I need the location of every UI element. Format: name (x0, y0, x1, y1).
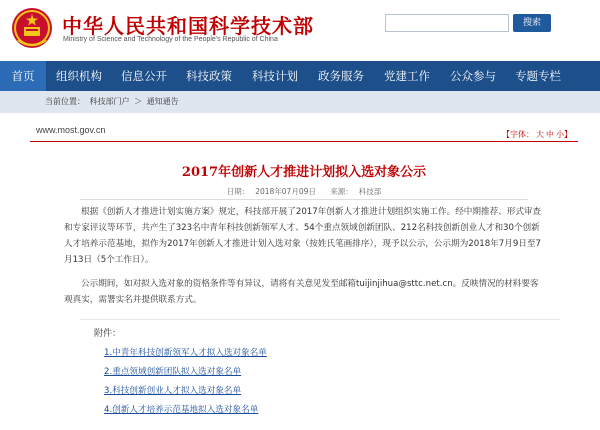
meta-divider (80, 199, 528, 200)
font-size-medium[interactable]: 中 (546, 130, 554, 139)
article-paragraph: 根据《创新人才推进计划实施方案》规定，科技部开展了2017年创新人才推进计划组织实施工作。经中期推荐、形式审查和专家评议等环节，共产生了323名中青年科技创新领军人才、54个重点领域创新团队、212名科技创新创业人才和30个创新人才培养示范基地，拟作为2017年创新人才推进计划入选对象（按姓氏笔画排序），现予以公示，公示期为2018年7月9日至7月13日（5个工作日）。 (64, 207, 542, 265)
site-header (0, 0, 600, 60)
font-size-label: 【字体： (502, 130, 534, 139)
nav-item-organization[interactable]: 组织机构 (56, 69, 102, 83)
site-title: 中华人民共和国科学技术部 (62, 14, 314, 38)
article-paragraph: 公示期间，如对拟入选对象的资格条件等有异议，请将有关意见发至邮箱tuijinjihua@sttc.net.cn。反映情况的材料要客观真实，需署实名并提供联系方式。 (64, 279, 539, 305)
font-size-small[interactable]: 小 (556, 130, 564, 139)
font-size-large[interactable]: 大 (536, 130, 544, 139)
nav-item-public-participation[interactable]: 公众参与 (450, 69, 496, 83)
attachments-label: 附件： (94, 329, 122, 339)
breadcrumb-bar (0, 91, 600, 113)
article-content (30, 113, 578, 430)
nav-item-home[interactable]: 首页 (0, 61, 46, 91)
search-input[interactable] (385, 14, 509, 32)
article-date: 2018年07月09日 (255, 187, 316, 196)
nav-item-party-building[interactable]: 党建工作 (384, 69, 430, 83)
breadcrumb-prefix: 当前位置： (45, 97, 85, 106)
date-label: 日期： (226, 187, 250, 196)
breadcrumb-link-notices[interactable]: 通知通告 (146, 97, 179, 106)
content-divider (30, 141, 578, 142)
attachments-section (80, 319, 560, 427)
nav-item-programs[interactable]: 科技计划 (252, 69, 298, 83)
attachment-link[interactable]: 3.科技创新创业人才拟入选对象名单 (104, 386, 242, 396)
article-source: 科技部 (358, 187, 382, 196)
nav-item-special-topics[interactable]: 专题专栏 (515, 69, 561, 83)
search-button[interactable]: 搜索 (513, 14, 551, 32)
source-label: 来源： (330, 187, 353, 196)
attachment-link[interactable]: 4.创新人才培养示范基地拟入选对象名单 (104, 405, 259, 415)
breadcrumb (45, 96, 181, 107)
nav-item-services[interactable]: 政务服务 (318, 69, 364, 83)
nav-item-info-disclosure[interactable]: 信息公开 (121, 69, 167, 83)
main-nav (0, 61, 600, 91)
national-emblem-icon[interactable] (10, 6, 54, 52)
site-url: www.most.gov.cn (36, 125, 106, 135)
site-subtitle: Ministry of Science and Technology of the People's Republic of China (63, 36, 278, 43)
nav-item-policy[interactable]: 科技政策 (186, 69, 232, 83)
article-title: 2017年创新人才推进计划拟入选对象公示 (181, 165, 427, 180)
article-meta (30, 186, 578, 197)
attachment-link[interactable]: 2.重点领域创新团队拟入选对象名单 (104, 367, 242, 377)
font-size-close: 】 (564, 130, 572, 139)
attachment-link[interactable]: 1.中青年科技创新领军人才拟入选对象名单 (104, 348, 267, 358)
breadcrumb-separator: ＞ (134, 97, 143, 106)
breadcrumb-link-portal[interactable]: 科技部门户 (89, 97, 130, 106)
font-size-switcher (502, 129, 572, 140)
